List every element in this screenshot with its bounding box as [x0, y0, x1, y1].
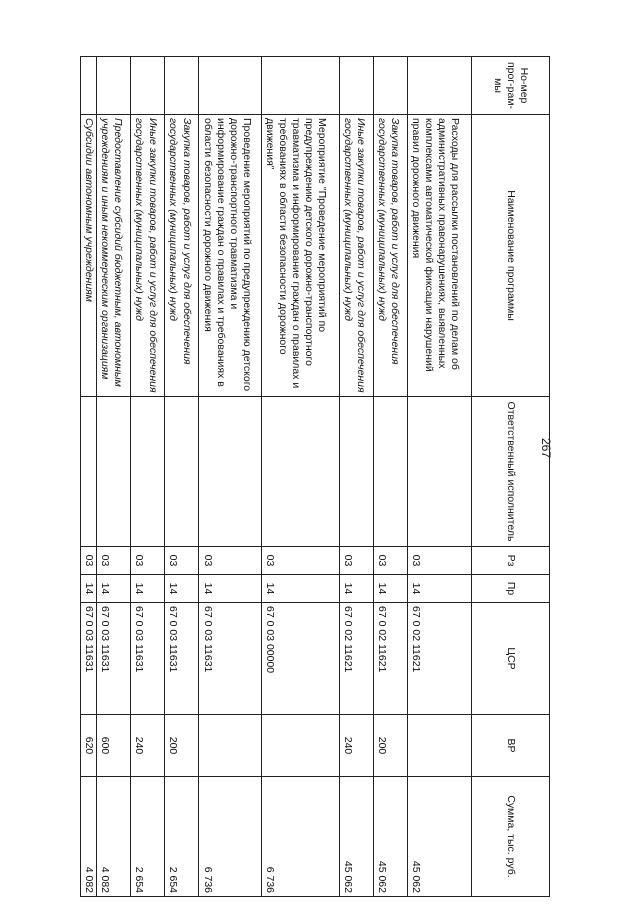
cell-pr: 14	[261, 575, 339, 603]
table-row	[165, 57, 199, 897]
cell-responsible	[199, 397, 261, 547]
cell-csr: 67 0 02 11621	[407, 603, 471, 715]
cell-sum: 45 062	[373, 777, 407, 897]
cell-vr: 620	[81, 715, 97, 777]
cell-vr	[199, 715, 261, 777]
cell-vr: 240	[339, 715, 373, 777]
page-number: 267	[539, 437, 553, 459]
header-vr: ВР	[472, 715, 550, 777]
cell-name: Расходы для рассылки постановлений по делам об административных правонарушениях, выявленных комплексами автоматической фиксации нарушений правил дорожного движения	[407, 115, 471, 397]
cell-num	[261, 57, 339, 115]
table-row	[131, 57, 165, 897]
cell-name: Предоставление субсидий бюджетным, автономным учреждениям и иным некоммерческим организациям	[97, 115, 131, 397]
table-row	[407, 57, 471, 897]
header-num: Но-мер прог-рам-мы	[472, 57, 550, 115]
cell-name: Закупка товаров, работ и услуг для обеспечения государственных (муниципальных) нужд	[165, 115, 199, 397]
table-row	[339, 57, 373, 897]
header-csr: ЦСР	[472, 603, 550, 715]
cell-csr: 67 0 03 11631	[97, 603, 131, 715]
cell-vr	[261, 715, 339, 777]
header-rz: Рз	[472, 547, 550, 575]
cell-pr: 14	[97, 575, 131, 603]
header-row	[472, 57, 550, 897]
table-row	[81, 57, 97, 897]
cell-name: Закупка товаров, работ и услуг для обеспечения государственных (муниципальных) нужд	[373, 115, 407, 397]
cell-rz: 03	[131, 547, 165, 575]
cell-rz: 03	[373, 547, 407, 575]
cell-vr	[407, 715, 471, 777]
cell-sum: 45 062	[339, 777, 373, 897]
cell-num	[81, 57, 97, 115]
cell-sum: 4 082	[81, 777, 97, 897]
header-sum: Сумма, тыс. руб.	[472, 777, 550, 897]
cell-rz: 03	[261, 547, 339, 575]
cell-name: Мероприятие "Проведение мероприятий по предупреждению детского дорожно-транспортного травматизма и информирование граждан о правилах и требованиях в области безопасности дорожного движения"	[261, 115, 339, 397]
cell-responsible	[81, 397, 97, 547]
cell-num	[407, 57, 471, 115]
cell-sum: 6 736	[261, 777, 339, 897]
cell-num	[97, 57, 131, 115]
cell-vr: 200	[165, 715, 199, 777]
cell-rz: 03	[199, 547, 261, 575]
cell-pr: 14	[407, 575, 471, 603]
cell-responsible	[131, 397, 165, 547]
cell-rz: 03	[407, 547, 471, 575]
cell-responsible	[97, 397, 131, 547]
cell-num	[373, 57, 407, 115]
cell-sum: 4 082	[97, 777, 131, 897]
cell-pr: 14	[199, 575, 261, 603]
cell-vr: 200	[373, 715, 407, 777]
cell-pr: 14	[131, 575, 165, 603]
cell-responsible	[407, 397, 471, 547]
cell-vr: 240	[131, 715, 165, 777]
cell-responsible	[165, 397, 199, 547]
cell-pr: 14	[81, 575, 97, 603]
cell-num	[199, 57, 261, 115]
cell-responsible	[261, 397, 339, 547]
cell-responsible	[339, 397, 373, 547]
cell-sum: 6 736	[199, 777, 261, 897]
cell-rz: 03	[339, 547, 373, 575]
table-row	[97, 57, 131, 897]
cell-rz: 03	[97, 547, 131, 575]
cell-num	[165, 57, 199, 115]
cell-pr: 14	[373, 575, 407, 603]
cell-responsible	[373, 397, 407, 547]
cell-sum: 45 062	[407, 777, 471, 897]
cell-pr: 14	[165, 575, 199, 603]
cell-pr: 14	[339, 575, 373, 603]
header-pr: Пр	[472, 575, 550, 603]
table-body	[81, 57, 472, 897]
cell-vr: 600	[97, 715, 131, 777]
cell-sum: 2 654	[131, 777, 165, 897]
cell-num	[131, 57, 165, 115]
cell-name: Иные закупки товаров, работ и услуг для обеспечения государственных (муниципальных) нужд	[339, 115, 373, 397]
cell-rz: 03	[165, 547, 199, 575]
cell-csr: 67 0 03 11631	[165, 603, 199, 715]
cell-name: Иные закупки товаров, работ и услуг для обеспечения государственных (муниципальных) нужд	[131, 115, 165, 397]
cell-csr: 67 0 03 11631	[131, 603, 165, 715]
budget-table	[80, 56, 550, 897]
cell-csr: 67 0 02 11621	[339, 603, 373, 715]
cell-num	[339, 57, 373, 115]
cell-rz: 03	[81, 547, 97, 575]
cell-csr: 67 0 03 11631	[199, 603, 261, 715]
cell-csr: 67 0 02 11621	[373, 603, 407, 715]
cell-sum: 2 654	[165, 777, 199, 897]
table-row	[373, 57, 407, 897]
cell-csr: 67 0 03 11631	[81, 603, 97, 715]
header-responsible: Ответственный исполнитель	[472, 397, 550, 547]
cell-name: Проведение мероприятий по предупреждению детского дорожно-транспортного травматизма и информирование граждан о правилах и требованиях в области безопасности дорожного движения	[199, 115, 261, 397]
table-row	[199, 57, 261, 897]
header-name: Наименование программы	[472, 115, 550, 397]
cell-name: Субсидии автономным учреждениям	[81, 115, 97, 397]
cell-csr: 67 0 03 00000	[261, 603, 339, 715]
rotated-table-container	[80, 56, 550, 896]
table-row	[261, 57, 339, 897]
